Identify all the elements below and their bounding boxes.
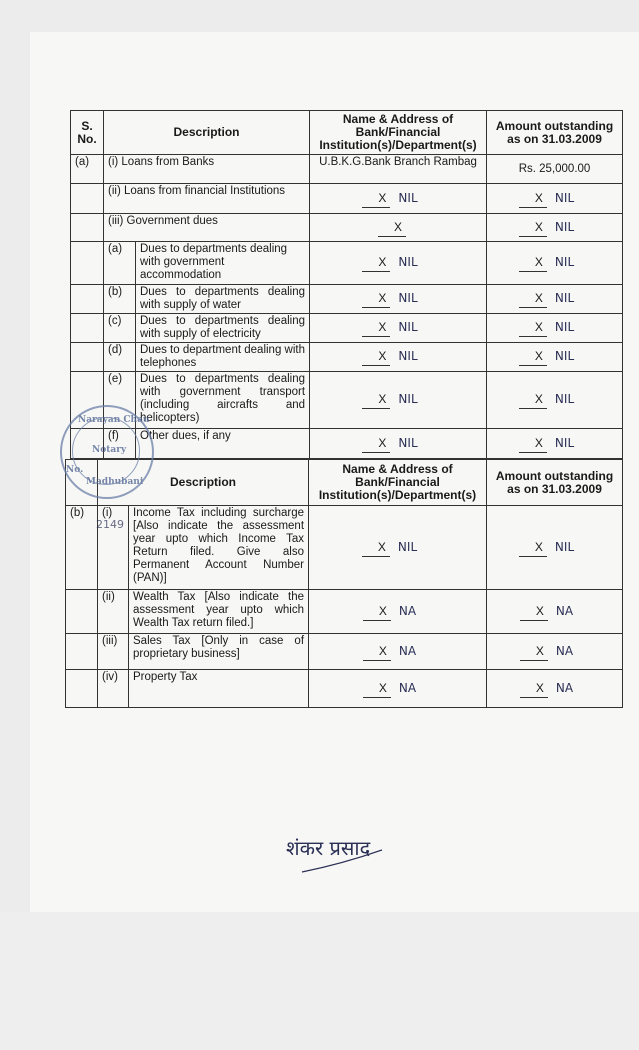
blank-cell <box>66 590 98 634</box>
wealth-tax-amount: X NA <box>487 590 623 634</box>
sub-row-label: Dues to department dealing with telephones <box>136 343 310 372</box>
property-tax-amount: X NA <box>487 670 623 708</box>
sub-marker: (d) <box>104 343 136 372</box>
sub-row-label: Dues to departments dealing with supply of water <box>136 285 310 314</box>
property-tax-label: Property Tax <box>129 670 309 708</box>
income-tax-amount: X NIL <box>487 506 623 590</box>
sub-row-name: X NIL <box>310 343 487 372</box>
blank-cell <box>71 285 104 314</box>
row-govt-dues-label: (iii) Government dues <box>104 214 310 242</box>
header-description: Description <box>104 111 310 155</box>
sub-marker: (b) <box>104 285 136 314</box>
tax-marker: (iii) <box>98 634 129 670</box>
row-loans-banks-name: U.B.K.G.Bank Branch Rambag <box>310 155 487 184</box>
income-tax-name: X NIL <box>309 506 487 590</box>
liabilities-table-b <box>65 459 623 708</box>
sub-marker: (a) <box>104 242 136 285</box>
sub-row-amount: X NIL <box>487 343 623 372</box>
row-loans-fi-label: (ii) Loans from financial Institutions <box>104 184 310 214</box>
sub-row-name: X NIL <box>310 429 487 459</box>
signature: शंकर प्रसाद <box>282 828 422 883</box>
blank-cell <box>66 634 98 670</box>
header-name-address: Name & Address of Bank/Financial Institution(s)/Department(s) <box>310 111 487 155</box>
sub-row-amount: X NIL <box>487 242 623 285</box>
sub-row-amount: X NIL <box>487 314 623 343</box>
blank-cell <box>71 343 104 372</box>
tax-marker: (iv) <box>98 670 129 708</box>
row-loans-banks-amount: Rs. 25,000.00 <box>487 155 623 184</box>
liabilities-table-a <box>70 110 623 459</box>
header-sno: S. No. <box>71 111 104 155</box>
row-loans-fi-amount: X NIL <box>487 184 623 214</box>
sub-row-label: Dues to departments dealing with supply of electricity <box>136 314 310 343</box>
sales-tax-label: Sales Tax [Only in case of proprietary business] <box>129 634 309 670</box>
header-name-address: Name & Address of Bank/Financial Institution(s)/Department(s) <box>309 460 487 506</box>
tax-marker: (i) <box>98 506 129 590</box>
header-description: Description <box>98 460 309 506</box>
sales-tax-name: X NA <box>309 634 487 670</box>
header-amount: Amount outstanding as on 31.03.2009 <box>487 111 623 155</box>
sub-row-name: X NIL <box>310 372 487 429</box>
sub-marker: (e) <box>104 372 136 429</box>
sub-marker: (c) <box>104 314 136 343</box>
wealth-tax-label: Wealth Tax [Also indicate the assessment year upto which Wealth Tax return filed.] <box>129 590 309 634</box>
blank-cell <box>71 242 104 285</box>
sub-row-name: X NIL <box>310 285 487 314</box>
blank-cell <box>71 314 104 343</box>
sub-row-name: X NIL <box>310 242 487 285</box>
section-b-label: (b) <box>66 506 98 590</box>
scanner-background <box>0 912 639 1050</box>
income-tax-label: Income Tax including surcharge [Also indicate the assessment year upto which Income Tax Return filed. Give also Permanent Account Number (PAN)] <box>129 506 309 590</box>
section-a-label: (a) <box>71 155 104 184</box>
blank-cell <box>66 670 98 708</box>
sub-marker: (f) <box>104 429 136 459</box>
tax-marker: (ii) <box>98 590 129 634</box>
sales-tax-amount: X NA <box>487 634 623 670</box>
header-amount: Amount outstanding as on 31.03.2009 <box>487 460 623 506</box>
blank-cell <box>71 184 104 214</box>
sub-row-amount: X NIL <box>487 429 623 459</box>
notary-stamp: Narayan Chau Notary No. Madhubani <box>60 405 154 499</box>
property-tax-name: X NA <box>309 670 487 708</box>
row-govt-dues-amount: X NIL <box>487 214 623 242</box>
sub-row-name: X NIL <box>310 314 487 343</box>
sub-row-label: Other dues, if any <box>136 429 310 459</box>
sub-row-label: Dues to departments dealing with government accommodation <box>136 242 310 285</box>
blank-cell <box>71 214 104 242</box>
handwritten-stamp-number: 2149 <box>96 518 124 531</box>
sub-row-amount: X NIL <box>487 285 623 314</box>
row-loans-banks-label: (i) Loans from Banks <box>104 155 310 184</box>
row-loans-fi-name: X NIL <box>310 184 487 214</box>
sub-row-label: Dues to departments dealing with government transport (including aircrafts and helicopters) <box>136 372 310 429</box>
sub-row-amount: X NIL <box>487 372 623 429</box>
row-govt-dues-name: X <box>310 214 487 242</box>
wealth-tax-name: X NA <box>309 590 487 634</box>
